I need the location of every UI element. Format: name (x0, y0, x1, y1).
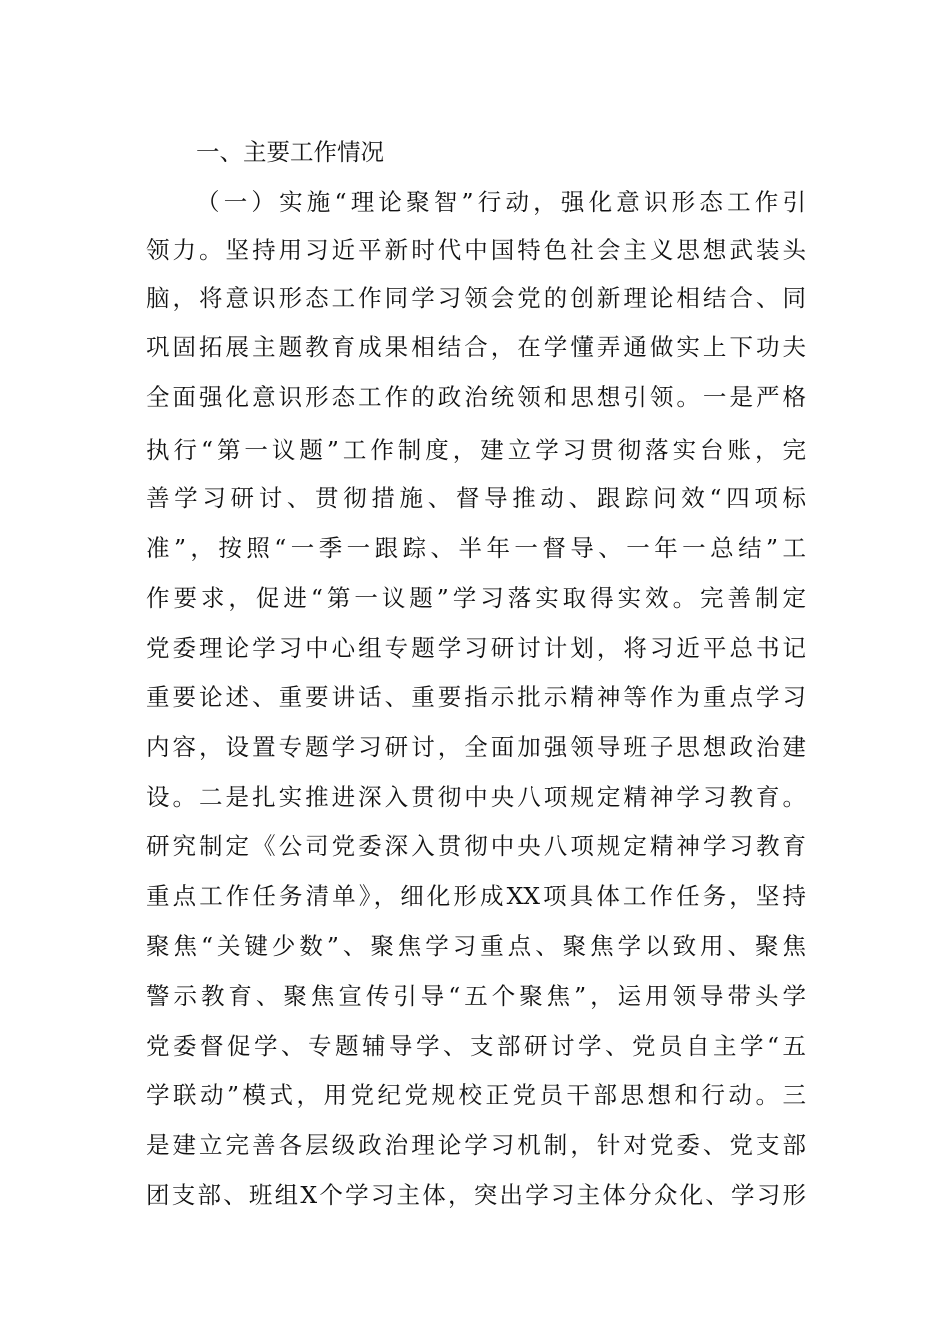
paragraph-line: 巩固拓展主题教育成果相结合，在学懂弄通做实上下功夫 (146, 333, 806, 361)
paragraph-line: 重要论述、重要讲话、重要指示批示精神等作为重点学习 (146, 683, 806, 711)
paragraph-line: 学联动”模式，用党纪党规校正党员干部思想和行动。三 (146, 1081, 806, 1109)
paragraph-line: 执行“第一议题”工作制度，建立学习贯彻落实台账，完 (146, 436, 806, 464)
paragraph-line: 研究制定《公司党委深入贯彻中央八项规定精神学习教育 (146, 832, 806, 860)
paragraph-line: 重点工作任务清单》，细化形成XX项具体工作任务，坚持 (146, 882, 806, 910)
paragraph-line: 脑，将意识形态工作同学习领会党的创新理论相结合、同 (146, 284, 806, 312)
paragraph-line: 团支部、班组X个学习主体，突出学习主体分众化、学习形 (146, 1181, 806, 1209)
paragraph-line: （一）实施“理论聚智”行动，强化意识形态工作引 (196, 188, 806, 216)
paragraph-line: 是建立完善各层级政治理论学习机制，针对党委、党支部 (146, 1131, 806, 1159)
paragraph-line: 党委督促学、专题辅导学、支部研讨学、党员自主学“五 (146, 1032, 806, 1060)
paragraph-line: 党委理论学习中心组专题学习研讨计划，将习近平总书记 (146, 634, 806, 662)
paragraph-line: 设。二是扎实推进深入贯彻中央八项规定精神学习教育。 (146, 783, 806, 811)
paragraph-line: 善学习研讨、贯彻措施、督导推动、跟踪问效“四项标 (146, 484, 806, 512)
paragraph-line: 作要求，促进“第一议题”学习落实取得实效。完善制定 (146, 584, 806, 612)
section-heading: 一、主要工作情况 (196, 138, 384, 166)
paragraph-line: 警示教育、聚焦宣传引导“五个聚焦”，运用领导带头学 (146, 982, 806, 1010)
paragraph-line: 聚焦“关键少数”、聚焦学习重点、聚焦学以致用、聚焦 (146, 932, 806, 960)
paragraph-line: 全面强化意识形态工作的政治统领和思想引领。一是严格 (146, 383, 806, 411)
paragraph-line: 领力。坚持用习近平新时代中国特色社会主义思想武装头 (146, 236, 806, 264)
paragraph-line: 准”，按照“一季一跟踪、半年一督导、一年一总结”工 (146, 534, 806, 562)
paragraph-line: 内容，设置专题学习研讨，全面加强领导班子思想政治建 (146, 733, 806, 761)
